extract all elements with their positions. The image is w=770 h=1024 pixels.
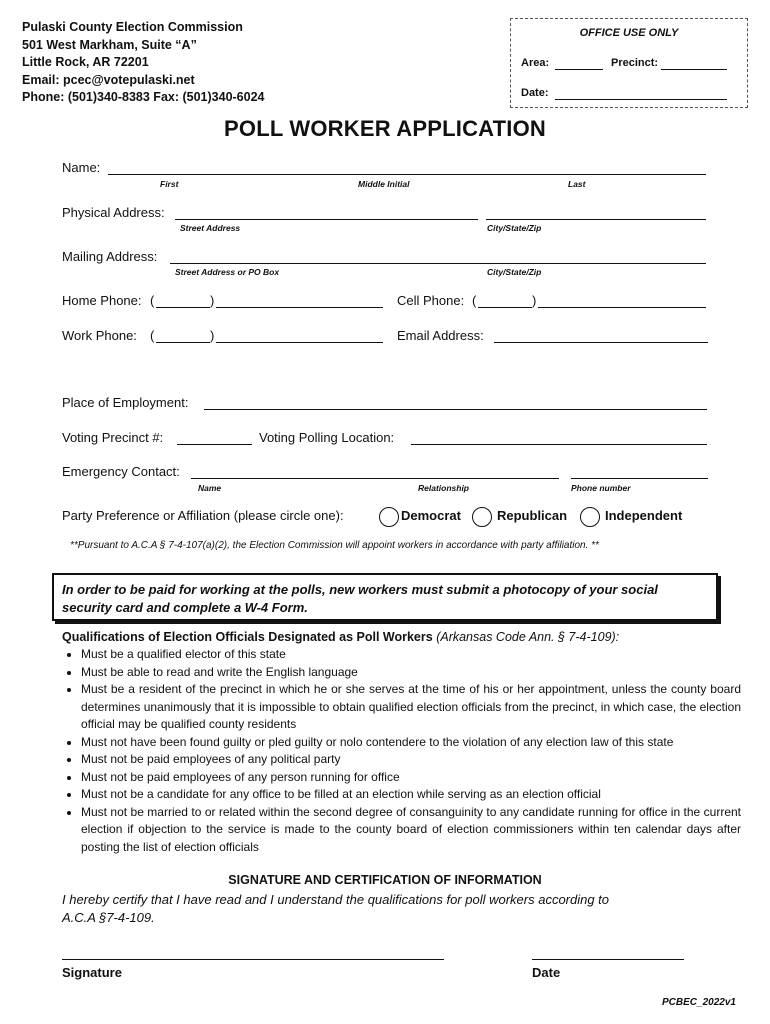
middle-initial-caption: Middle Initial [358, 179, 410, 189]
signature-field[interactable] [62, 959, 444, 960]
cell-phone-area-field[interactable] [478, 307, 532, 308]
republican-circle[interactable] [472, 507, 492, 527]
mailing-address-label: Mailing Address: [62, 249, 158, 264]
signature-label: Signature [62, 965, 122, 980]
emergency-contact-phone-field[interactable] [571, 478, 708, 479]
home-phone-area-field[interactable] [156, 307, 210, 308]
qualifications-reference: (Arkansas Code Ann. § 7-4-109): [436, 630, 620, 644]
address-line-1: 501 West Markham, Suite “A” [22, 37, 197, 52]
first-name-caption: First [160, 179, 179, 189]
work-phone-area-field[interactable] [156, 342, 210, 343]
voting-location-field[interactable] [411, 444, 707, 445]
certification-heading: SIGNATURE AND CERTIFICATION OF INFORMATION [228, 873, 542, 887]
address-line-2: Little Rock, AR 72201 [22, 55, 149, 69]
cell-phone-paren-open: ( [472, 293, 477, 308]
emergency-name-caption: Name [198, 483, 222, 493]
cell-phone-label: Cell Phone: [397, 293, 465, 308]
list-item: • Must not be a candidate for any office to be filled at an election while serving as an election official [81, 786, 741, 804]
emergency-contact-label: Emergency Contact: [62, 464, 180, 479]
cell-phone-paren-close: ) [532, 293, 537, 308]
certification-text [62, 891, 682, 927]
certification-line-1: I hereby certify that I have read and I understand the qualifications for poll workers according to [62, 892, 610, 907]
qualifications-list [62, 646, 741, 856]
voting-location-label: Voting Polling Location: [259, 430, 395, 445]
work-phone-paren-open: ( [150, 328, 155, 343]
home-phone-field[interactable] [216, 307, 383, 308]
physical-city-field[interactable] [486, 219, 706, 220]
party-affiliation-note: **Pursuant to A.C.A § 7-4-107(a)(2), the Election Commission will appoint workers in accordance with party affiliation. ** [70, 540, 599, 551]
name-label: Name: [62, 160, 101, 175]
payment-notice-line-1: In order to be paid for working at the polls, new workers must submit a photocopy of your social [62, 582, 658, 597]
contact-email: Email: pcec@votepulaski.net [22, 72, 195, 87]
date-label: Date [532, 965, 561, 980]
payment-notice-line-2: security card and complete a W-4 Form. [62, 600, 308, 615]
voting-precinct-label: Voting Precinct #: [62, 430, 164, 445]
work-phone-paren-close: ) [210, 328, 215, 343]
party-preference-label: Party Preference or Affiliation (please circle one): [62, 508, 344, 523]
area-field[interactable] [555, 69, 603, 70]
contact-phone: Phone: (501)340-8383 Fax: (501)340-6024 [22, 90, 265, 104]
payment-notice-text [62, 581, 658, 617]
democrat-circle[interactable] [379, 507, 399, 527]
form-code: PCBEC_2022v1 [662, 997, 736, 1008]
email-address-label: Email Address: [397, 328, 484, 343]
work-phone-field[interactable] [216, 342, 383, 343]
voting-precinct-field[interactable] [177, 444, 252, 445]
qualifications-title: Qualifications of Election Officials Designated as Poll Workers [62, 630, 433, 644]
emergency-relationship-caption: Relationship [418, 483, 470, 493]
place-of-employment-label: Place of Employment: [62, 395, 189, 410]
home-phone-label: Home Phone: [62, 293, 142, 308]
certification-line-2: A.C.A §7-4-109. [62, 910, 155, 925]
independent-circle[interactable] [580, 507, 600, 527]
mailing-street-caption: Street Address or PO Box [175, 267, 280, 277]
qualifications-heading [62, 630, 619, 644]
list-item: • Must not be paid employees of any person running for office [81, 769, 741, 787]
work-phone-label: Work Phone: [62, 328, 137, 343]
mailing-city-caption: City/State/Zip [487, 267, 542, 277]
commission-address-block [22, 19, 265, 107]
list-item: • Must be able to read and write the English language [81, 664, 741, 682]
list-item: • Must be a resident of the precinct in which he or she serves at the time of his or her appointment, unless the county board determines unanimously that it is impossible to obtain qualified election officials from the precinct, in which case, the election official may be qualified county residents [81, 681, 741, 734]
precinct-field[interactable] [661, 69, 727, 70]
list-item: • Must not be married to or related within the second degree of consanguinity to any candidate running for office in the current election if objection to the service is made to the county board of election commissioners within ten calendar days after posting the list of election officials [81, 804, 741, 857]
office-use-title: OFFICE USE ONLY [579, 27, 679, 39]
physical-street-caption: Street Address [180, 223, 241, 233]
physical-city-caption: City/State/Zip [487, 223, 542, 233]
party-democrat[interactable]: Democrat [401, 508, 461, 523]
party-republican[interactable]: Republican [497, 508, 568, 523]
emergency-contact-name-field[interactable] [191, 478, 559, 479]
mailing-address-field[interactable] [170, 263, 706, 264]
name-field[interactable] [108, 174, 706, 175]
list-item: • Must be a qualified elector of this state [81, 646, 741, 664]
office-date-field[interactable] [555, 99, 727, 100]
list-item: • Must not have been found guilty or pled guilty or nolo contendere to the violation of any election law of this state [81, 734, 741, 752]
precinct-label: Precinct: [611, 57, 659, 69]
org-name: Pulaski County Election Commission [22, 20, 243, 34]
payment-notice-box [52, 573, 718, 621]
place-of-employment-field[interactable] [204, 409, 707, 410]
list-item: • Must not be paid employees of any political party [81, 751, 741, 769]
physical-street-field[interactable] [175, 219, 478, 220]
office-date-label: Date: [521, 87, 549, 99]
office-use-box [510, 18, 748, 108]
page-title: POLL WORKER APPLICATION [224, 116, 546, 141]
emergency-phone-caption: Phone number [571, 483, 631, 493]
date-field[interactable] [532, 959, 684, 960]
area-label: Area: [521, 57, 550, 69]
home-phone-paren: ) [210, 293, 215, 308]
home-phone-area-code: ( [150, 293, 155, 308]
email-address-field[interactable] [494, 342, 708, 343]
cell-phone-field[interactable] [538, 307, 706, 308]
physical-address-label: Physical Address: [62, 205, 165, 220]
last-name-caption: Last [568, 179, 586, 189]
party-independent[interactable]: Independent [605, 508, 683, 523]
